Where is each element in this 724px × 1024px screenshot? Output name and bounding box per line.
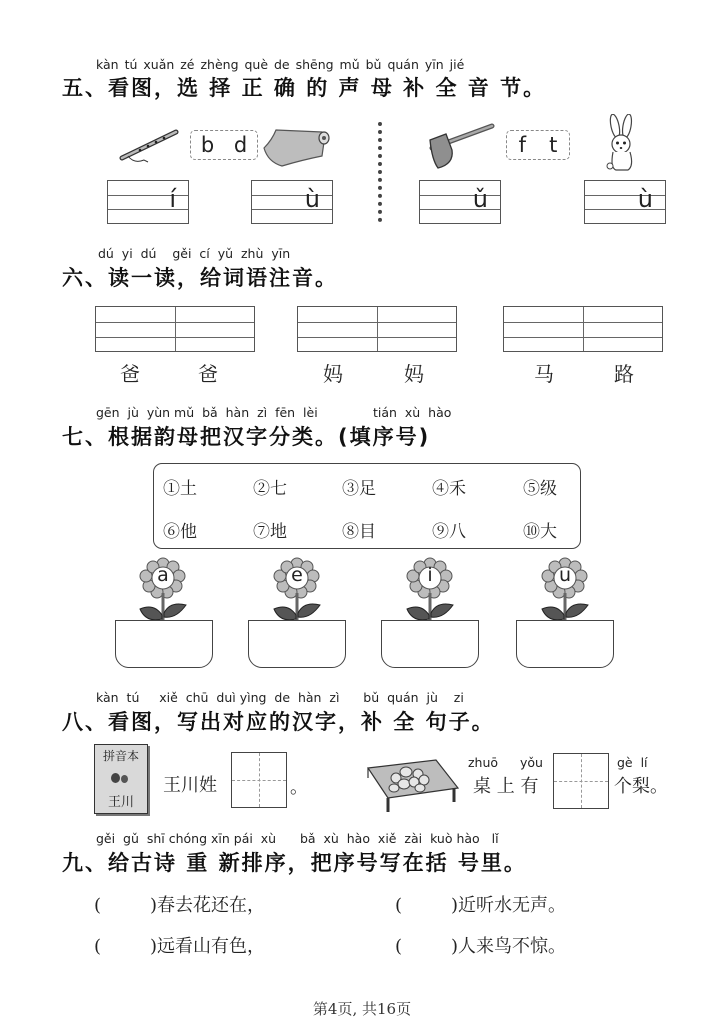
section8-pinyin: kàn tú xiě chū duì yìng de hàn zì bǔ quán jù zi — [96, 690, 464, 705]
answer-pot-i[interactable] — [381, 620, 479, 668]
poem-line-4: ( )人来鸟不惊。 — [395, 936, 567, 957]
dotted-divider — [378, 122, 382, 222]
answer-paren-4[interactable]: ( — [395, 936, 403, 957]
section9-pinyin: gěi gǔ shī chóng xīn pái xù bǎ xù hào xiě zài kuò hào lǐ — [96, 831, 499, 846]
option-10: ⑩大 — [523, 522, 557, 542]
option-2: ②七 — [253, 479, 287, 499]
answer-pot-e[interactable] — [248, 620, 346, 668]
answer-paren-2[interactable]: ( — [395, 895, 403, 916]
section5-heading: 五、看图，选 择 正 确 的 声 母 补 全 音 节。 — [62, 76, 547, 100]
choice-f: f — [518, 133, 526, 157]
option-1: ①土 — [163, 479, 197, 499]
final-u-fourth-tone: ù — [637, 185, 653, 213]
final-u: ù — [304, 185, 320, 213]
rabbit-picture — [604, 114, 638, 172]
option-7: ⑦地 — [253, 522, 287, 542]
word-char: 爸 — [198, 362, 218, 386]
axe-picture — [424, 120, 496, 170]
sentence1-after: 。 — [290, 777, 308, 798]
word-char: 妈 — [323, 362, 343, 386]
section9-heading: 九、给古诗 重 新排序，把序号写在括 号里。 — [62, 851, 527, 875]
option-8: ⑧目 — [342, 522, 376, 542]
section6-pinyin: dú yi dú gěi cí yǔ zhù yīn — [98, 246, 291, 261]
choice-box-f-t — [506, 130, 570, 160]
answer-paren-3[interactable]: ( — [94, 936, 102, 957]
flower-label-e: e — [291, 564, 303, 586]
flower-label-u: u — [558, 564, 572, 586]
flower-label-a: a — [157, 564, 169, 586]
notebook-picture — [94, 744, 148, 814]
notebook-title: 拼音本 — [102, 749, 139, 763]
cloth-roll-picture — [262, 126, 332, 168]
pinyin-answer-box-axe[interactable] — [419, 180, 501, 224]
word-char: 妈 — [404, 362, 424, 386]
answer-grid-surname[interactable] — [231, 752, 287, 808]
sentence2-after: 个梨。 — [614, 776, 668, 797]
poem-line-2: ( )近听水无声。 — [395, 895, 567, 916]
pinyin-answer-box-cloth[interactable] — [251, 180, 333, 224]
section5-pinyin: kàn tú xuǎn zé zhèng què de shēng mǔ bǔ quán yīn jié — [96, 57, 465, 72]
answer-pot-a[interactable] — [115, 620, 213, 668]
option-6: ⑥他 — [163, 522, 197, 542]
section7-pinyin: gēn jù yùn mǔ bǎ hàn zì fēn lèi — [96, 405, 318, 420]
section7-heading: 七、根据韵母把汉字分类。(填序号) — [62, 425, 431, 449]
final-i: í — [169, 185, 176, 213]
section6-heading: 六、读一读，给词语注音。 — [62, 266, 338, 290]
sentence1-before: 王川姓 — [163, 775, 217, 796]
choice-b: b — [200, 133, 215, 157]
answer-pot-u[interactable] — [516, 620, 614, 668]
word-char: 路 — [614, 362, 634, 386]
notebook-name: 王川 — [107, 795, 134, 810]
flute-picture — [118, 126, 180, 166]
word-grid-malu[interactable] — [503, 306, 663, 352]
option-4: ④禾 — [432, 479, 466, 499]
final-u-third-tone: ǔ — [472, 185, 488, 213]
pinyin-answer-box-rabbit[interactable] — [584, 180, 666, 224]
pinyin-you: yǒu — [520, 755, 543, 770]
choice-d: d — [233, 133, 248, 157]
pinyin-answer-box-flute[interactable] — [107, 180, 189, 224]
flower-label-i: i — [427, 564, 433, 586]
poem-line-1: ( )春去花还在， — [94, 895, 266, 916]
page-number: 第4页, 共16页 — [312, 1000, 412, 1018]
word-char: 马 — [534, 362, 554, 386]
section8-heading: 八、看图，写出对应的汉字，补 全 句子。 — [62, 710, 495, 734]
word-grid-baba[interactable] — [95, 306, 255, 352]
table-with-pears-picture — [366, 758, 462, 814]
word-grid-mama[interactable] — [297, 306, 457, 352]
poem-line-3: ( )远看山有色， — [94, 936, 266, 957]
option-9: ⑨八 — [432, 522, 466, 542]
section7-pinyin-2: tián xù hào — [373, 405, 452, 420]
choice-box-b-d — [190, 130, 258, 160]
answer-paren-1[interactable]: ( — [94, 895, 102, 916]
pinyin-zhuo: zhuō — [468, 755, 499, 770]
option-5: ⑤级 — [523, 479, 557, 499]
choice-t: t — [549, 133, 558, 157]
answer-grid-count[interactable] — [553, 753, 609, 809]
sentence2-before: 桌 上 有 — [473, 776, 539, 797]
option-3: ③足 — [342, 479, 376, 499]
fruit-icon — [111, 768, 131, 778]
word-char: 爸 — [120, 362, 140, 386]
pinyin-ge-li: gè lí — [617, 755, 648, 770]
